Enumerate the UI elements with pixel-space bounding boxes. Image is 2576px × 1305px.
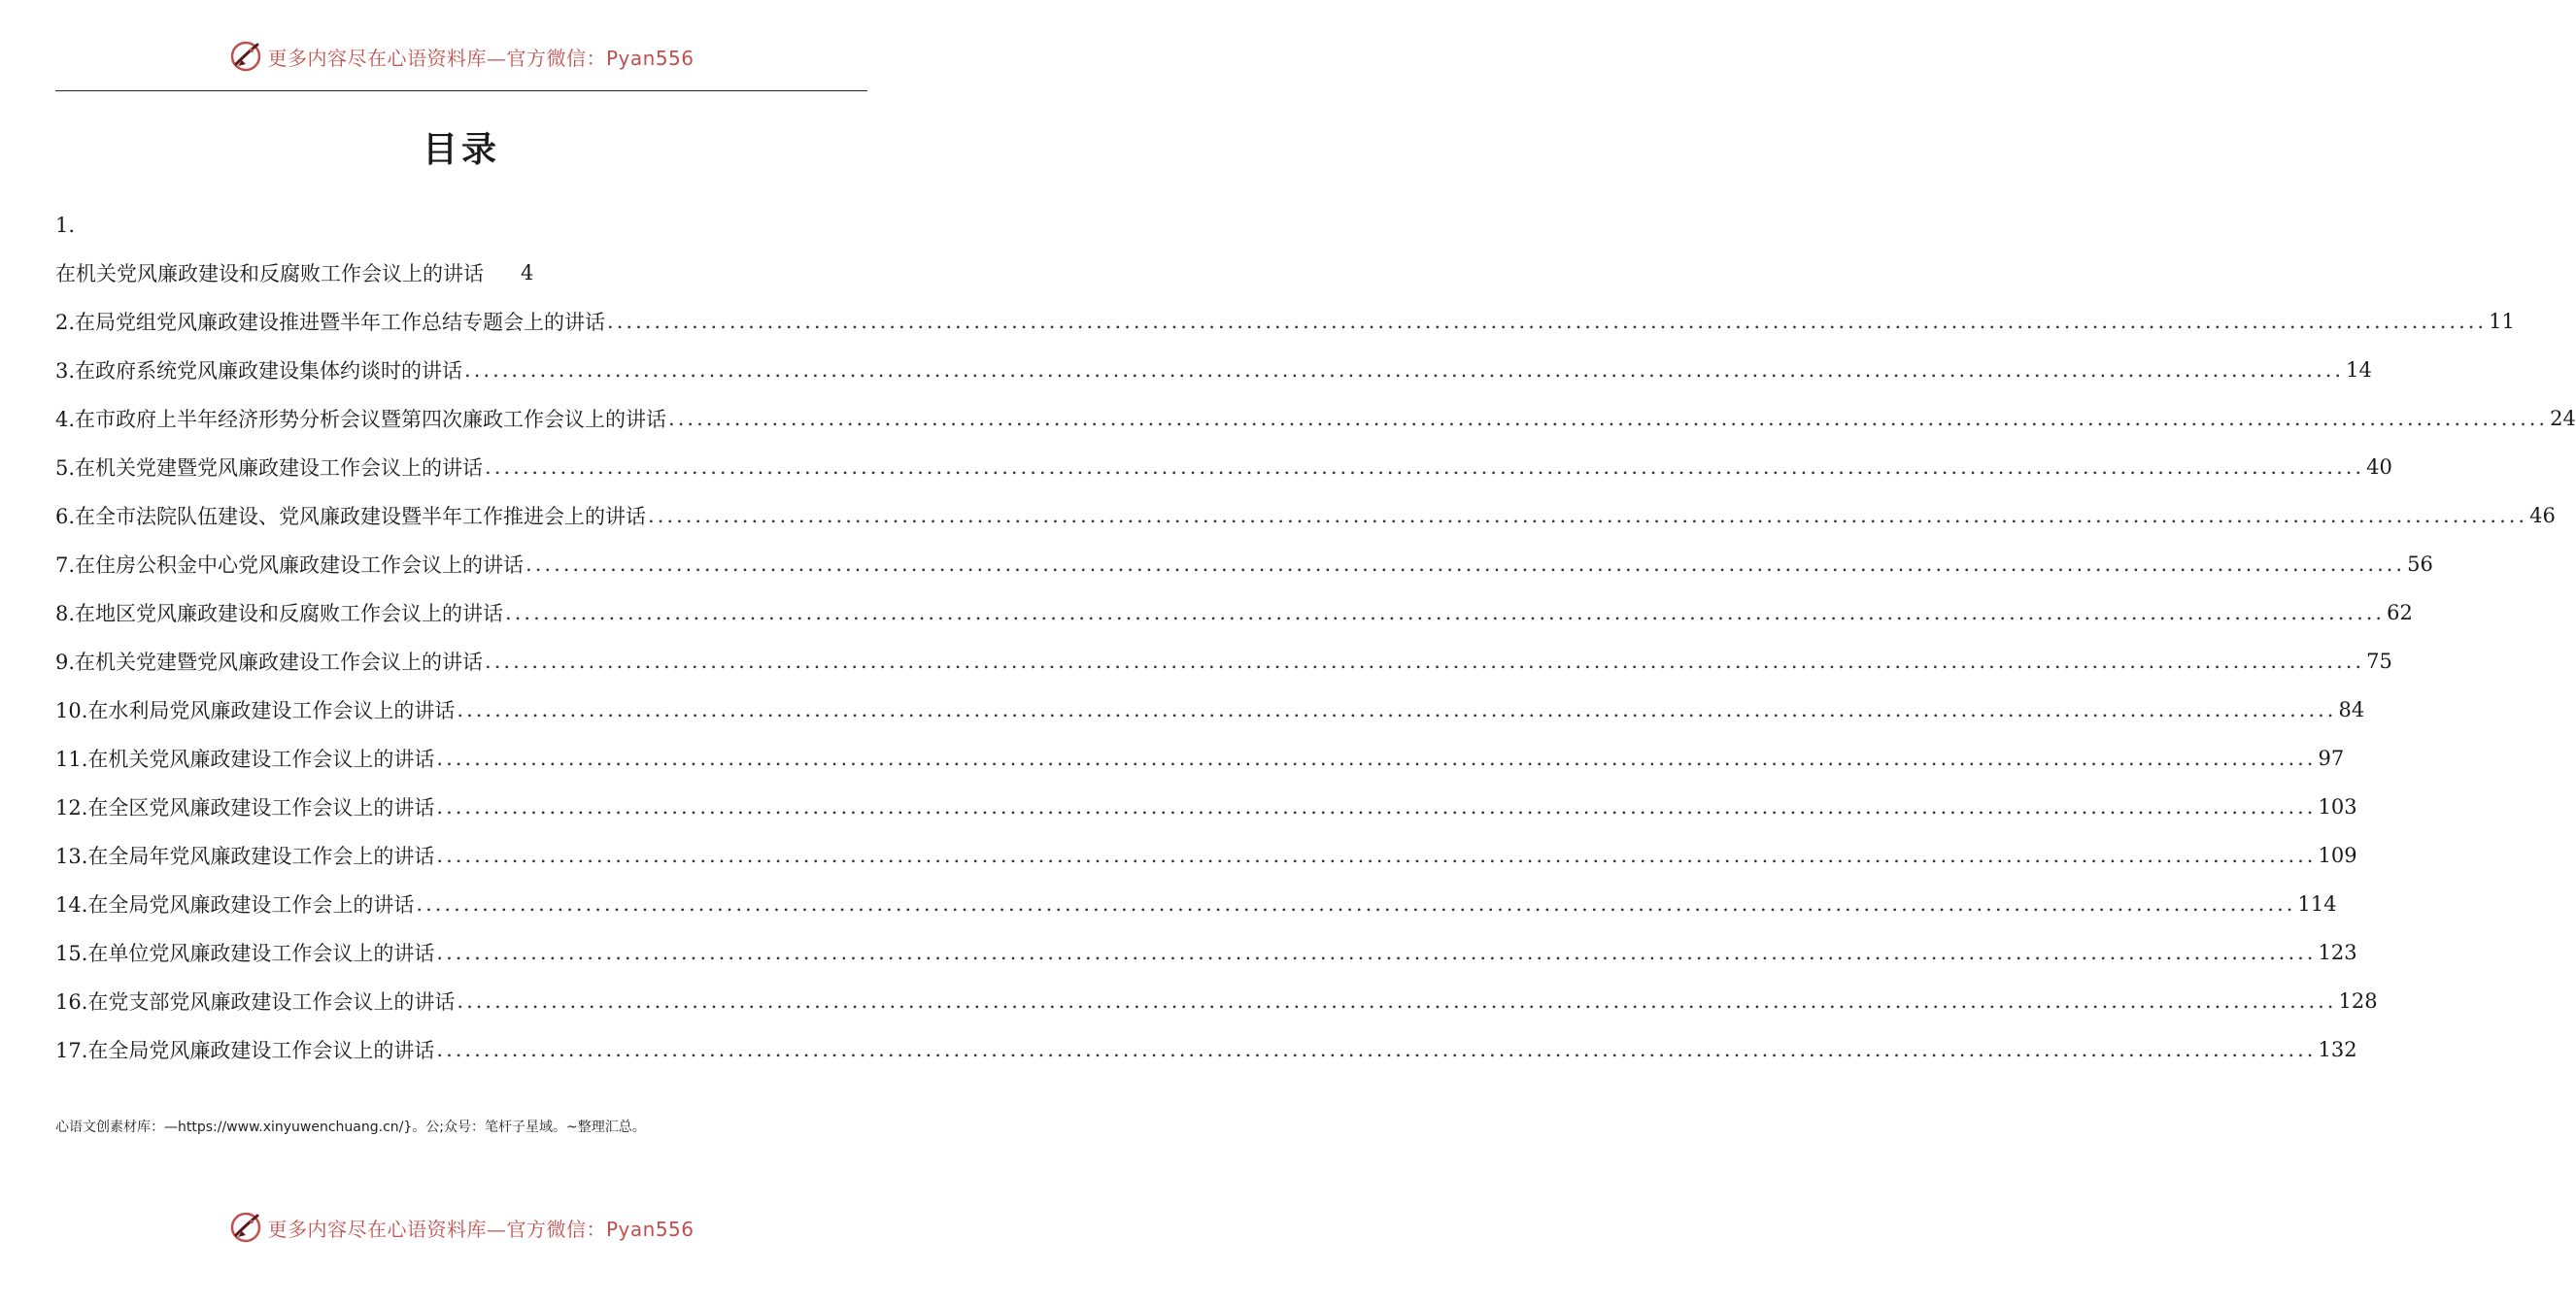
toc-item-page: 128 [2338,989,2378,1013]
toc-item-11[interactable] [55,734,2345,783]
toc-item-label: 6.在全市法院队伍建设、党风廉政建设暨半年工作推进会上的讲话 [55,505,647,528]
toc-item-label: 3.在政府系统党风廉政建设集体约谈时的讲话 [55,359,463,383]
toc-leader-dots: ........................................................................................................................................................................................................ [648,504,2528,527]
toc-item-12[interactable] [55,783,2357,831]
toc-item-1-number[interactable] [55,202,867,249]
toc-item-page: 114 [2297,892,2337,916]
toc-item-label: 14.在全局党风廉政建设工作会上的讲话 [55,893,415,917]
toc-item-9[interactable] [55,637,2392,686]
toc-leader-dots: ........................................................................................................................................................................................................ [436,941,2317,964]
toc-item-label: 在机关党风廉政建设和反腐败工作会议上的讲话 [55,262,484,285]
toc-item-page: 4 [521,261,534,284]
toc-item-page: 56 [2407,552,2433,576]
toc-item-page: 24 [2550,407,2576,430]
toc-item-label: 10.在水利局党风廉政建设工作会议上的讲话 [55,699,456,722]
toc-item-page: 62 [2387,601,2413,624]
toc-leader-dots: ........................................................................................................................................................................................................ [505,601,2386,624]
toc-item-page: 132 [2318,1038,2357,1061]
toc-item-label: 17.在全局党风廉政建设工作会议上的讲话 [55,1039,435,1062]
footer-note: 心语文创素材库：—https://www.xinyuwenchuang.cn/}。公;众号：笔杆子星域。~整理汇总。 [55,1120,646,1135]
toc-item-17[interactable] [55,1025,2357,1074]
header-banner [0,39,923,74]
toc-item-label: 13.在全局年党风廉政建设工作会上的讲话 [55,845,435,868]
toc-item-page: 123 [2318,941,2357,964]
toc-item-page: 75 [2366,650,2392,673]
header-banner-text: 更多内容尽在心语资料库—官方微信：Pyan556 [267,46,695,70]
toc-item-page: 14 [2346,358,2372,382]
toc-item-1[interactable] [55,249,867,297]
pen-brush-logo-icon [228,39,263,74]
toc-item-label: 11.在机关党风廉政建设工作会议上的讲话 [55,748,435,771]
toc-item-number: 1. [55,214,76,237]
toc-leader-dots: ........................................................................................................................................................................................................ [436,747,2317,770]
table-of-contents [55,202,2576,1074]
toc-item-label: 16.在党支部党风廉政建设工作会议上的讲话 [55,990,456,1014]
toc-item-label: 8.在地区党风廉政建设和反腐败工作会议上的讲话 [55,602,504,625]
footer-banner [0,1210,923,1245]
toc-item-label: 5.在机关党建暨党风廉政建设工作会议上的讲话 [55,456,484,480]
toc-item-page: 40 [2366,455,2392,479]
toc-item-label: 4.在市政府上半年经济形势分析会议暨第四次廉政工作会议上的讲话 [55,408,667,431]
toc-item-2[interactable] [55,297,2515,346]
toc-leader-dots: ........................................................................................................................................................................................................ [464,358,2345,382]
wechat-id: Pyan556 [605,1217,695,1241]
toc-item-page: 103 [2318,795,2357,819]
toc-item-label: 9.在机关党建暨党风廉政建设工作会议上的讲话 [55,651,484,674]
toc-item-page: 109 [2318,844,2357,867]
toc-item-8[interactable] [55,588,2413,637]
toc-leader-dots: ........................................................................................................................................................................................................ [416,892,2296,916]
toc-item-label: 15.在单位党风廉政建设工作会议上的讲话 [55,942,435,965]
toc-item-label: 12.在全区党风廉政建设工作会议上的讲话 [55,796,435,820]
toc-item-page: 46 [2529,504,2556,527]
toc-item-7[interactable] [55,540,2433,588]
toc-item-10[interactable] [55,686,2365,734]
toc-item-6[interactable] [55,491,2556,540]
toc-item-5[interactable] [55,443,2392,491]
page-title: 目录 [422,129,500,170]
toc-item-label: 7.在住房公积金中心党风廉政建设工作会议上的讲话 [55,553,525,577]
pen-brush-logo-icon [228,1210,263,1245]
wechat-id: Pyan556 [605,46,695,70]
toc-leader-dots: ........................................................................................................................................................................................................ [525,552,2406,576]
toc-leader-dots: ........................................................................................................................................................................................................ [668,407,2549,430]
toc-leader-dots: ........................................................................................................................................................................................................ [436,1038,2317,1061]
toc-leader-dots: ........................................................................................................................................................................................................ [457,698,2337,721]
toc-item-page: 97 [2318,747,2345,770]
toc-leader-dots: ........................................................................................................................................................................................................ [485,455,2365,479]
toc-item-label: 2.在局党组党风廉政建设推进暨半年工作总结专题会上的讲话 [55,311,606,334]
toc-item-15[interactable] [55,928,2357,977]
header-rule [55,90,867,91]
toc-leader-dots: ........................................................................................................................................................................................................ [457,989,2337,1013]
footer-banner-text: 更多内容尽在心语资料库—官方微信：Pyan556 [267,1217,695,1241]
toc-item-3[interactable] [55,346,2372,394]
toc-item-13[interactable] [55,831,2357,880]
toc-leader-dots: ........................................................................................................................................................................................................ [436,795,2317,819]
toc-item-4[interactable] [55,394,2576,443]
toc-item-16[interactable] [55,977,2378,1025]
toc-leader-dots: ........................................................................................................................................................................................................ [607,310,2488,333]
toc-item-14[interactable] [55,880,2337,928]
toc-item-page: 11 [2489,310,2515,333]
toc-leader-dots: ........................................................................................................................................................................................................ [436,844,2317,867]
toc-leader-dots: ........................................................................................................................................................................................................ [485,650,2365,673]
toc-item-page: 84 [2338,698,2365,721]
